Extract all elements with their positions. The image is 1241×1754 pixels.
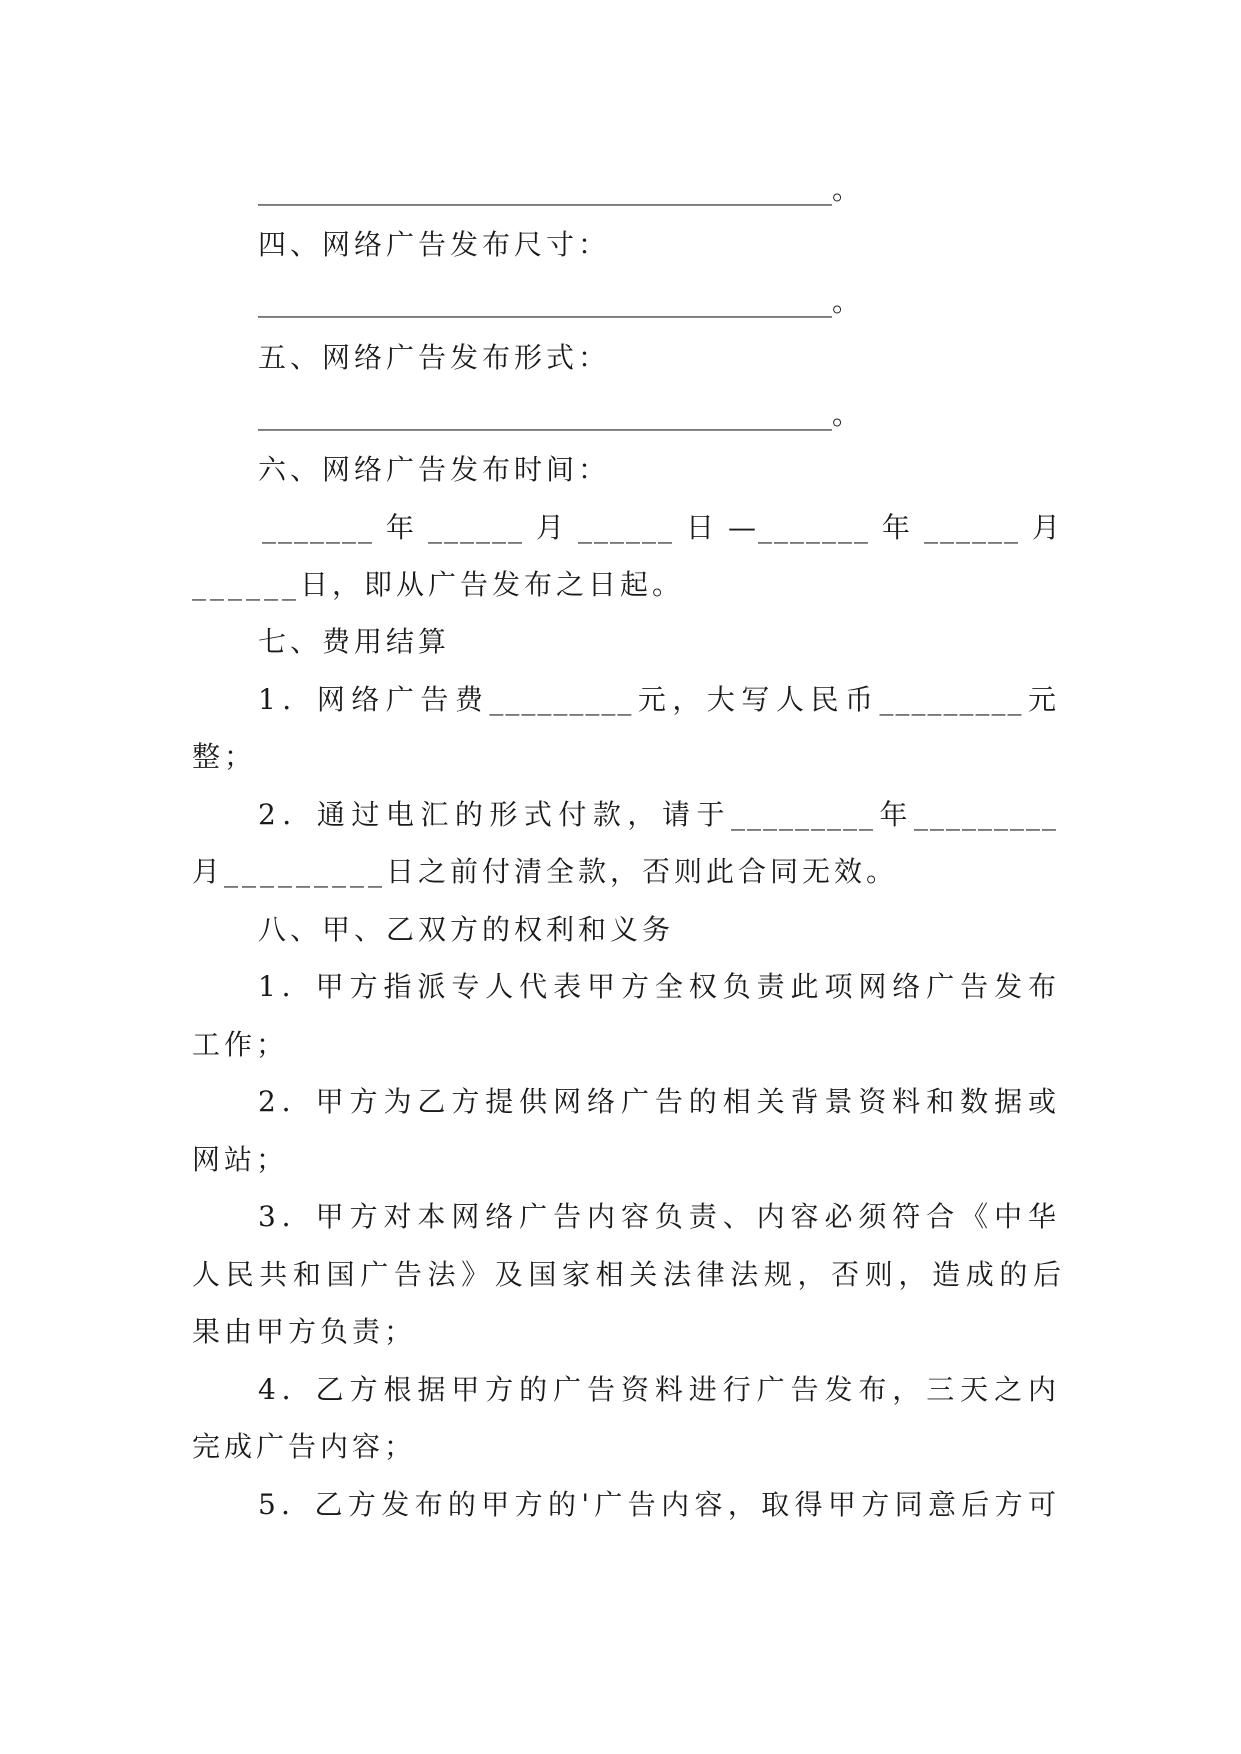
duty-item-3-cont-2: 果由甲方负责； <box>192 1315 417 1348</box>
blank-line-3: _________________________________________。 <box>258 173 861 206</box>
clause-4-heading: 四、网络广告发布尺寸： <box>258 228 611 261</box>
duty-item-4-cont: 完成广告内容； <box>192 1430 417 1463</box>
duty-item-3: 3．甲方对本网络广告内容负责、内容必须符合《中华 <box>258 1200 1058 1233</box>
blank-line-5: _________________________________________。 <box>258 398 861 431</box>
fee-item-1-cont: 整； <box>192 740 257 773</box>
clause-7-heading: 七、费用结算 <box>258 625 451 658</box>
duty-item-1: 1．甲方指派专人代表甲方全权负责此项网络广告发布 <box>258 970 1058 1003</box>
duty-item-2: 2．甲方为乙方提供网络广告的相关背景资料和数据或 <box>258 1085 1058 1118</box>
publish-date-range-cont: ______日，即从广告发布之日起。 <box>192 568 685 601</box>
fee-item-1: 1．网络广告费_________元，大写人民币_________元 <box>258 683 1058 716</box>
duty-item-2-cont: 网站； <box>192 1143 289 1176</box>
blank-line-4: _________________________________________。 <box>258 285 861 318</box>
duty-item-4: 4．乙方根据甲方的广告资料进行广告发布，三天之内 <box>258 1373 1058 1406</box>
clause-5-heading: 五、网络广告发布形式： <box>258 341 611 374</box>
publish-date-range: _______年______月______日—_______年______月 <box>262 511 1062 544</box>
duty-item-5: 5．乙方发布的甲方的'广告内容，取得甲方同意后方可 <box>258 1488 1058 1521</box>
fee-item-2: 2．通过电汇的形式付款，请于_________年_________ <box>258 798 1058 831</box>
clause-6-heading: 六、网络广告发布时间： <box>258 453 611 486</box>
fee-item-2-cont: 月_________日之前付清全款，否则此合同无效。 <box>192 855 899 888</box>
duty-item-1-cont: 工作； <box>192 1028 289 1061</box>
duty-item-3-cont: 人民共和国广告法》及国家相关法律法规，否则，造成的后 <box>192 1258 1062 1291</box>
clause-8-heading: 八、甲、乙双方的权利和义务 <box>258 913 675 946</box>
